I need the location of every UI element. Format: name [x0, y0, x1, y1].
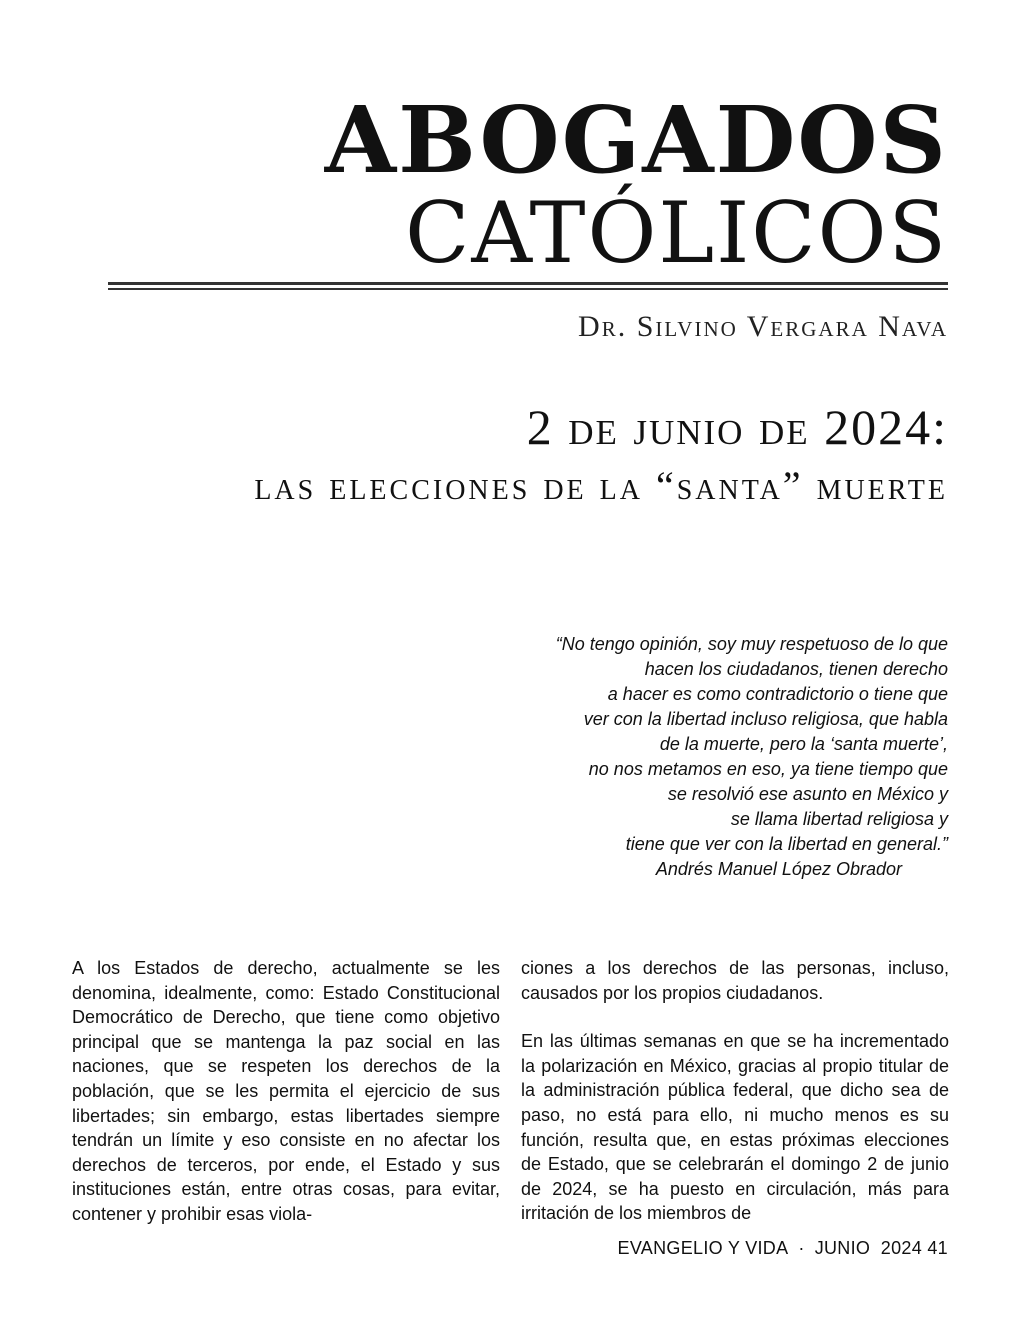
article-title-line-2: las elecciones de la “santa” muerte: [254, 463, 948, 508]
quote-line: se llama libertad religiosa y: [730, 809, 948, 829]
article-title-line-1: 2 de junio de 2024:: [526, 399, 948, 455]
page-footer: [618, 1238, 948, 1259]
body-paragraph: A los Estados de derecho, actualmente se les denomina, idealmente, como: Estado Constitucional Democrático de Derecho, que tiene como objetivo principal que se mantenga la paz social en las naciones, que se respeten los derechos de la población, que se les permita el ejercicio de sus libertades; sin embargo, estas libertades siempre tendrán un límite y eso consiste en no afectar los derechos de terceros, por ende, el Estado y sus instituciones están, entre otras cosas, para evitar, contener y prohibir esas viola-: [72, 958, 500, 1224]
quote-line: ver con la libertad incluso religiosa, que habla: [583, 709, 948, 729]
body-column-left: [72, 956, 500, 1227]
author-name: Dr. Silvino Vergara Nava: [578, 310, 948, 343]
section-title-line-2: CATÓLICOS: [405, 184, 948, 282]
magazine-name: EVANGELIO Y VIDA: [617, 1238, 789, 1258]
quote-line: se resolvió ese asunto en México y: [667, 784, 948, 804]
body-column-right: [521, 956, 949, 1226]
section-title: [324, 86, 948, 282]
epigraph-quote: [478, 632, 948, 882]
section-title-line-1: ABOGADOS: [324, 86, 948, 194]
quote-attribution: Andrés Manuel López Obrador: [655, 859, 902, 879]
quote-line: hacen los ciudadanos, tienen derecho: [644, 659, 948, 679]
title-rule-thick: [108, 282, 948, 285]
quote-line: a hacer es como contradictorio o tiene que: [607, 684, 948, 704]
quote-line: “No tengo opinión, soy muy respetuoso de lo que: [555, 634, 948, 654]
footer-separator: ·: [798, 1238, 805, 1258]
body-paragraph: En las últimas semanas en que se ha incrementado la polarización en México, gracias al propio titular de la administración pública federal, que dicho sea de paso, no está para ello, ni mucho menos es su función, resulta que, en estas próximas elecciones de Estado, que se celebrarán el domingo 2 de junio de 2024, se ha puesto en circulación, más para irritación de los miembros de: [521, 1031, 949, 1224]
body-paragraph: ciones a los derechos de las personas, incluso, causados por los propios ciudadanos.: [521, 958, 949, 1003]
issue-date: JUNIO 2024: [814, 1238, 923, 1258]
quote-line: de la muerte, pero la ‘santa muerte’,: [659, 734, 948, 754]
quote-line: no nos metamos en eso, ya tiene tiempo que: [588, 759, 948, 779]
quote-line: tiene que ver con la libertad en general.”: [625, 834, 948, 854]
page-number: 41: [927, 1238, 948, 1258]
article-title: [254, 396, 948, 514]
title-rule-thin: [108, 288, 948, 290]
